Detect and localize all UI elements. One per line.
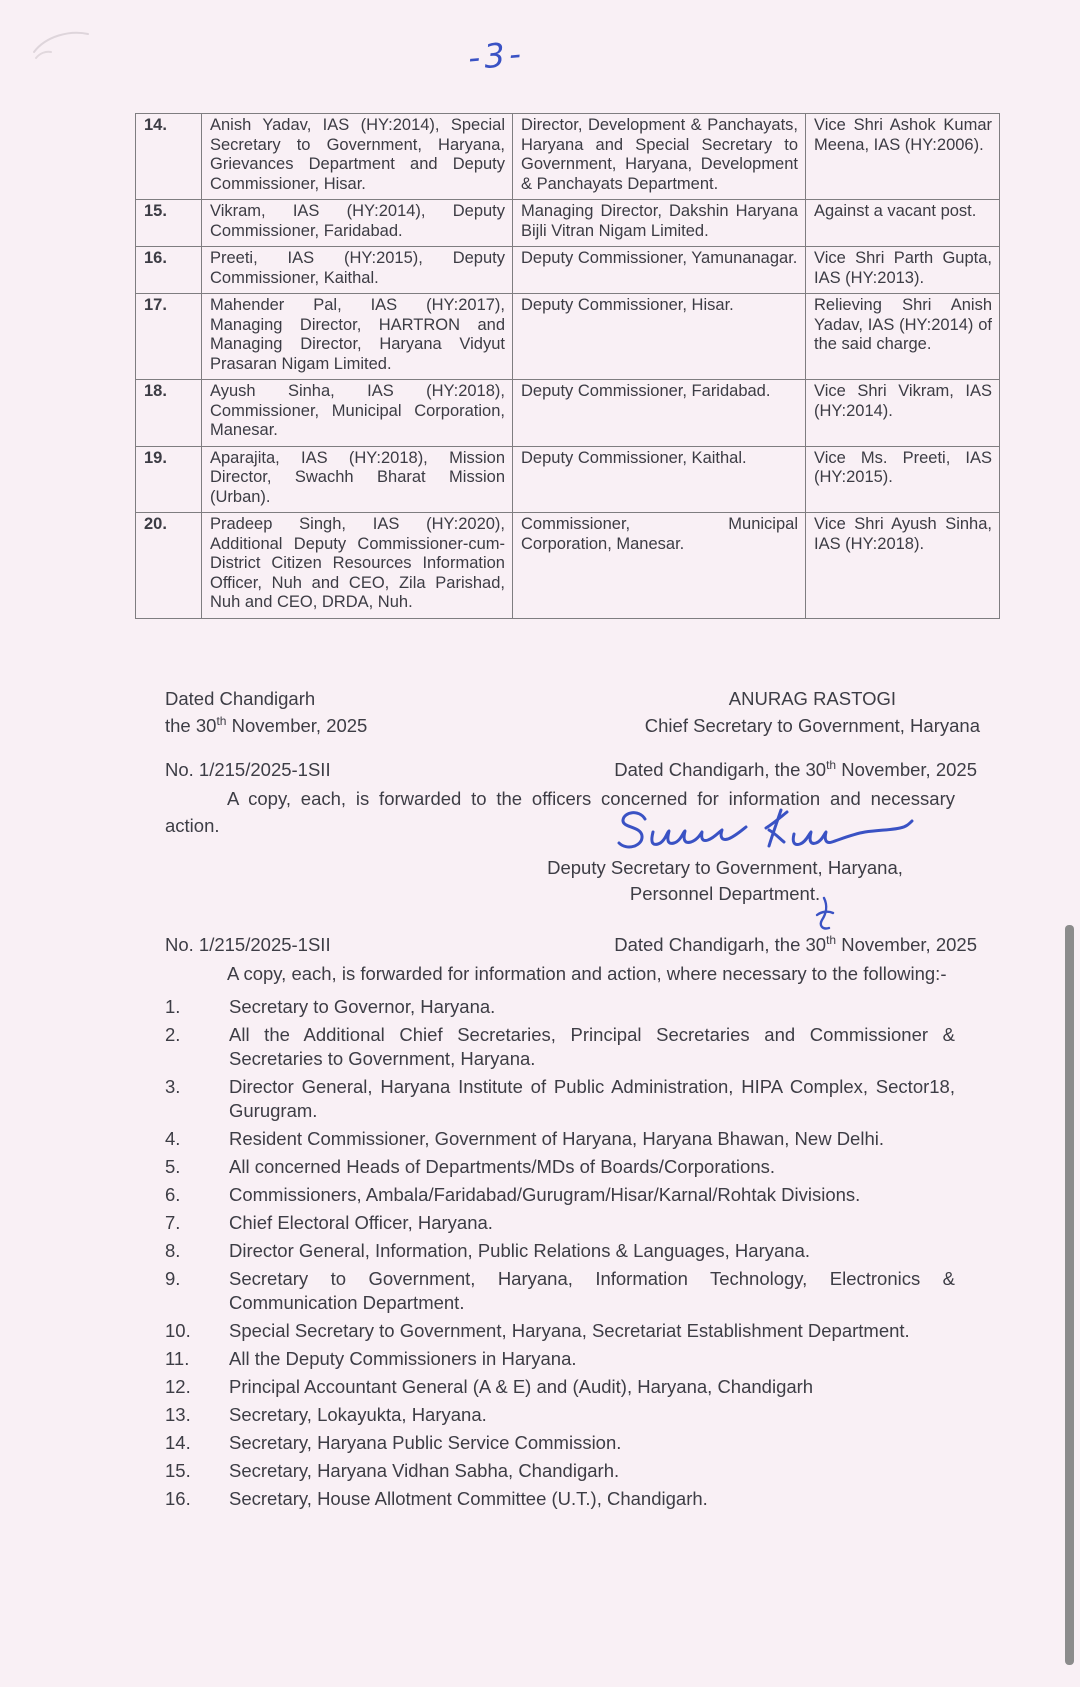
reference-number: No. 1/215/2025-1SII bbox=[165, 933, 331, 955]
pencil-mark bbox=[26, 18, 106, 68]
list-item: 8. Director General, Information, Public Relations & Languages, Haryana. bbox=[165, 1239, 810, 1261]
signature-handwriting bbox=[615, 805, 915, 857]
cell-remarks: Relieving Shri Anish Yadav, IAS (HY:2014) of the said charge. bbox=[806, 294, 1000, 380]
chief-secretary-signoff bbox=[645, 685, 980, 739]
signoff-officer-title: Chief Secretary to Government, Haryana bbox=[644, 714, 980, 736]
deputy-secretary-signoff bbox=[520, 805, 930, 907]
list-item: 14. Secretary, Haryana Public Service Commission. bbox=[165, 1431, 622, 1453]
cell-new-posting: Commissioner, Municipal Corporation, Manesar. bbox=[513, 513, 806, 619]
distribution-list bbox=[165, 995, 955, 1511]
cell-serial: 14. bbox=[136, 114, 202, 200]
cell-new-posting: Deputy Commissioner, Hisar. bbox=[513, 294, 806, 380]
cell-officer: Ayush Sinha, IAS (HY:2018), Commissioner, Municipal Corporation, Manesar. bbox=[202, 380, 513, 447]
list-item: 9. Secretary to Government, Haryana, Information Technology, Electronics & Communication Department. bbox=[165, 1267, 955, 1313]
list-item: 11. All the Deputy Commissioners in Haryana. bbox=[165, 1347, 577, 1369]
cell-new-posting: Director, Development & Panchayats, Haryana and Special Secretary to Government, Haryana, Development & Panchayats Department. bbox=[513, 114, 806, 200]
cell-officer: Aparajita, IAS (HY:2018), Mission Director, Swachh Bharat Mission (Urban). bbox=[202, 446, 513, 513]
dated-place-block bbox=[165, 685, 367, 739]
signatory-title-line1: Deputy Secretary to Government, Haryana, bbox=[547, 856, 903, 878]
reference-number: No. 1/215/2025-1SII bbox=[165, 758, 331, 780]
cell-remarks: Vice Ms. Preeti, IAS (HY:2015). bbox=[806, 446, 1000, 513]
list-item: 6. Commissioners, Ambala/Faridabad/Gurugram/Hisar/Karnal/Rohtak Divisions. bbox=[165, 1183, 861, 1205]
cell-new-posting: Managing Director, Dakshin Haryana Bijli Vitran Nigam Limited. bbox=[513, 200, 806, 247]
signatory-title-line2-wrap: Personnel Department. bbox=[630, 881, 820, 907]
list-item: 13. Secretary, Lokayukta, Haryana. bbox=[165, 1403, 487, 1425]
forwarding-paragraph: A copy, each, is forwarded for information and action, where necessary to the following:- bbox=[227, 962, 947, 984]
table-row bbox=[136, 380, 1000, 447]
table-row bbox=[136, 247, 1000, 294]
list-item: 3. Director General, Haryana Institute of Public Administration, HIPA Complex, Sector18, Gurugram. bbox=[165, 1075, 955, 1121]
list-item: 4. Resident Commissioner, Government of Haryana, Haryana Bhawan, New Delhi. bbox=[165, 1127, 884, 1149]
dated-place-line: Dated Chandigarh bbox=[165, 687, 316, 709]
signoff-officer-name: ANURAG RASTOGI bbox=[728, 687, 896, 709]
table-row bbox=[136, 446, 1000, 513]
table-row bbox=[136, 114, 1000, 200]
list-item: 10. Special Secretary to Government, Haryana, Secretariat Establishment Department. bbox=[165, 1319, 910, 1341]
cell-new-posting: Deputy Commissioner, Yamunanagar. bbox=[513, 247, 806, 294]
dated-line: Dated Chandigarh, the 30th November, 2025 bbox=[614, 757, 977, 780]
cell-officer: Pradeep Singh, IAS (HY:2020), Additional Deputy Commissioner-cum-District Citizen Resources Information Officer, Nuh and CEO, Zila Parishad, Nuh and CEO, DRDA, Nuh. bbox=[202, 513, 513, 619]
cell-serial: 20. bbox=[136, 513, 202, 619]
cell-remarks: Vice Shri Ashok Kumar Meena, IAS (HY:2006). bbox=[806, 114, 1000, 200]
cell-remarks: Against a vacant post. bbox=[806, 200, 1000, 247]
cell-serial: 19. bbox=[136, 446, 202, 513]
cell-officer: Preeti, IAS (HY:2015), Deputy Commissioner, Kaithal. bbox=[202, 247, 513, 294]
table-row bbox=[136, 294, 1000, 380]
cell-remarks: Vice Shri Ayush Sinha, IAS (HY:2018). bbox=[806, 513, 1000, 619]
list-item: 7. Chief Electoral Officer, Haryana. bbox=[165, 1211, 493, 1233]
forwarding-paragraph: A copy, each, is forwarded to the officers concerned for information and necessary action. bbox=[165, 787, 955, 836]
cell-officer: Mahender Pal, IAS (HY:2017), Managing Director, HARTRON and Managing Director, Haryana Vidyut Prasaran Nigam Limited. bbox=[202, 294, 513, 380]
list-item: 1. Secretary to Governor, Haryana. bbox=[165, 995, 496, 1017]
dated-date-line: the 30th November, 2025 bbox=[165, 713, 368, 736]
cell-new-posting: Deputy Commissioner, Faridabad. bbox=[513, 380, 806, 447]
cell-remarks: Vice Shri Vikram, IAS (HY:2014). bbox=[806, 380, 1000, 447]
cell-serial: 15. bbox=[136, 200, 202, 247]
cell-serial: 18. bbox=[136, 380, 202, 447]
cell-officer: Anish Yadav, IAS (HY:2014), Special Secretary to Government, Haryana, Grievances Department and Deputy Commissioner, Hisar. bbox=[202, 114, 513, 200]
list-item: 12. Principal Accountant General (A & E) and (Audit), Haryana, Chandigarh bbox=[165, 1375, 814, 1397]
cell-serial: 17. bbox=[136, 294, 202, 380]
cell-officer: Vikram, IAS (HY:2014), Deputy Commissioner, Faridabad. bbox=[202, 200, 513, 247]
transfer-orders-table bbox=[135, 113, 1000, 619]
initials-flourish bbox=[814, 895, 836, 933]
dated-line: Dated Chandigarh, the 30th November, 2025 bbox=[614, 932, 977, 955]
cell-serial: 16. bbox=[136, 247, 202, 294]
cell-remarks: Vice Shri Parth Gupta, IAS (HY:2013). bbox=[806, 247, 1000, 294]
table-row bbox=[136, 200, 1000, 247]
list-item: 2. All the Additional Chief Secretaries, Principal Secretaries and Commissioner & Secretaries to Government, Haryana. bbox=[165, 1023, 955, 1069]
list-item: 15. Secretary, Haryana Vidhan Sabha, Chandigarh. bbox=[165, 1459, 620, 1481]
page-number-handwritten: -3- bbox=[466, 33, 527, 78]
list-item: 16. Secretary, House Allotment Committee (U.T.), Chandigarh. bbox=[165, 1487, 708, 1509]
table-row bbox=[136, 513, 1000, 619]
scan-edge-artifact bbox=[1065, 925, 1074, 1665]
list-item: 5. All concerned Heads of Departments/MDs of Boards/Corporations. bbox=[165, 1155, 776, 1177]
cell-new-posting: Deputy Commissioner, Kaithal. bbox=[513, 446, 806, 513]
